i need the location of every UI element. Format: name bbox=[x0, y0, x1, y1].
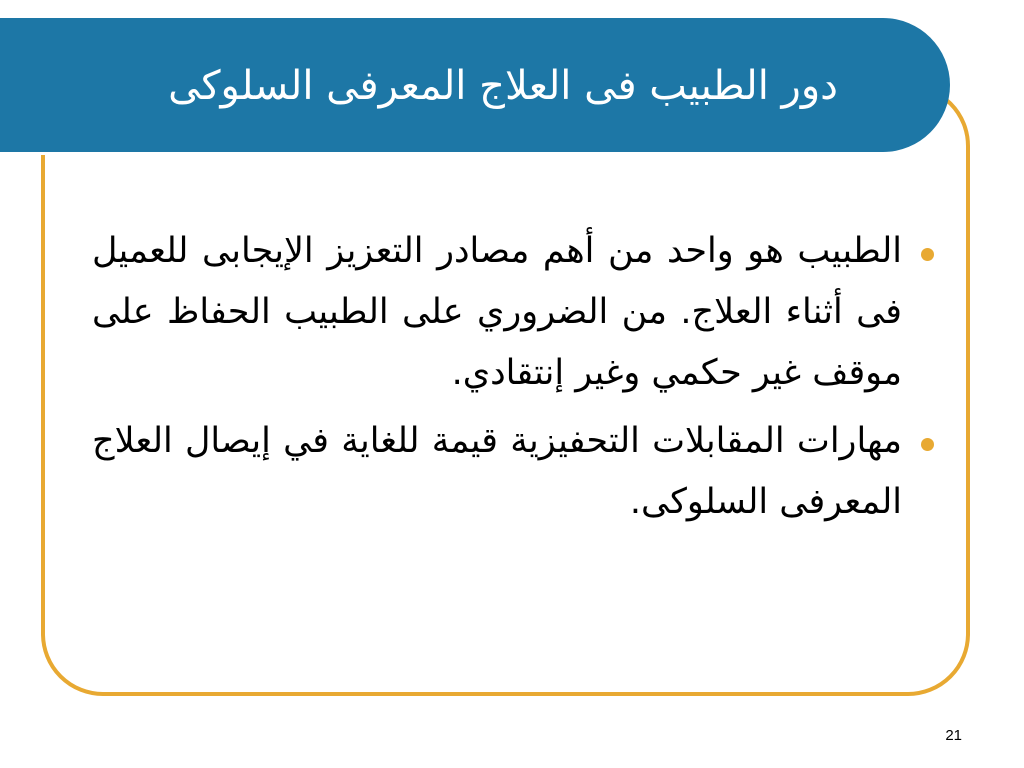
bullet-item bbox=[92, 411, 932, 533]
bullet-text: مهارات المقابلات التحفيزية قيمة للغاية في إيصال العلاج المعرفى السلوكى. bbox=[92, 421, 902, 522]
title-underline bbox=[0, 152, 905, 155]
bullet-list bbox=[92, 221, 932, 540]
bullet-item bbox=[92, 221, 932, 404]
slide-number: 21 bbox=[945, 727, 962, 744]
slide-title: دور الطبيب فى العلاج المعرفى السلوكى bbox=[168, 63, 838, 109]
bullet-dot-icon bbox=[921, 438, 934, 451]
title-banner bbox=[0, 18, 950, 152]
bullet-dot-icon bbox=[921, 248, 934, 261]
bullet-text: الطبيب هو واحد من أهم مصادر التعزيز الإيجابى للعميل فى أثناء العلاج. من الضروري على الطبيب الحفاظ على موقف غير حكمي وغير إنتقادي. bbox=[92, 231, 902, 393]
